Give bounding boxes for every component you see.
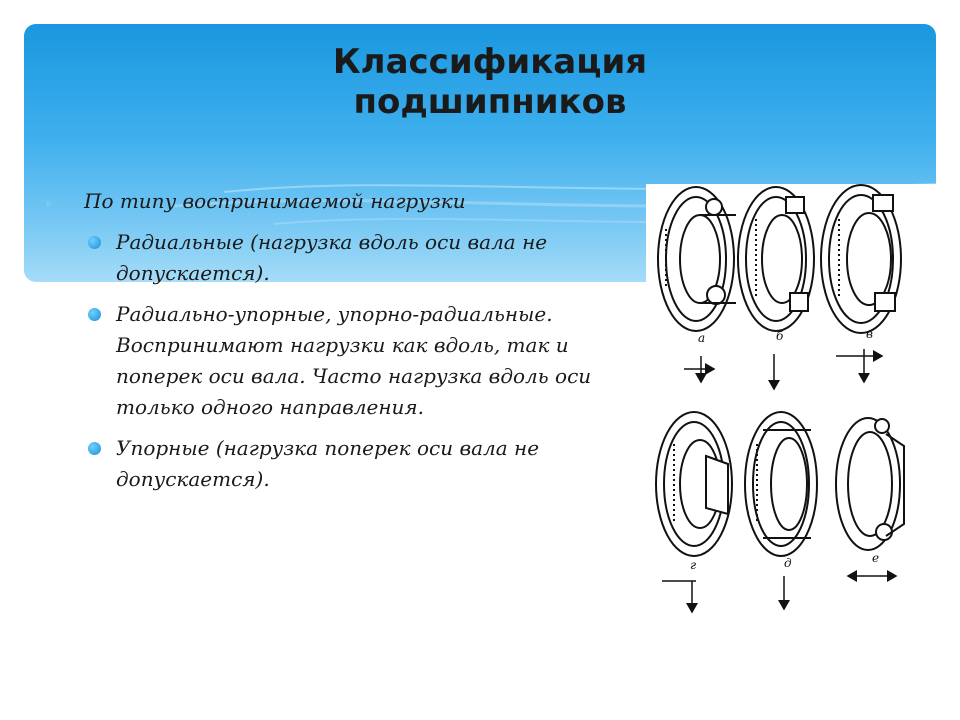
bearing-b-drawing [738,187,814,331]
bullet-text: По типу воспринимаемой нагрузки [84,189,466,213]
bearing-e-drawing [836,418,904,550]
bearing-v-drawing [821,185,901,333]
bullet-item-radial [44,227,654,289]
bullet-item-angular-contact [44,299,654,423]
circle-bullet-icon [88,236,101,249]
bullet-text: Радиально-упорные, упорно-радиальные. Воспринимают нагрузки как вдоль, так и поперек оси вала. Часто нагрузка вдоль оси только одного направления. [116,302,592,419]
bearing-a-drawing [658,187,736,331]
circle-bullet-icon [88,308,101,321]
page-title: Классификация подшипников [332,42,648,122]
label-d: д [784,556,792,570]
label-e: е [872,551,880,565]
arrow-bullet-icon: ▸ [46,196,53,211]
bullet-item-load-type [44,186,654,217]
bullet-text: Радиальные (нагрузка вдоль оси вала не допускается). [116,230,548,285]
label-a: а [698,331,706,345]
bullet-text: Упорные (нагрузка поперек оси вала не допускается). [116,436,540,491]
circle-bullet-icon [88,442,101,455]
load-arrows-g [662,581,696,612]
label-g: г [690,558,697,572]
bearing-d-drawing [745,412,817,556]
bearing-g-drawing [656,412,732,556]
bearing-types-figure [646,184,936,620]
bullet-list [44,186,654,505]
label-v: в [866,327,873,341]
load-arrows-v [836,349,882,382]
load-arrows-a [684,356,714,382]
label-b: б [776,329,784,343]
bullet-item-thrust [44,433,654,495]
bearing-drawings [646,184,936,620]
